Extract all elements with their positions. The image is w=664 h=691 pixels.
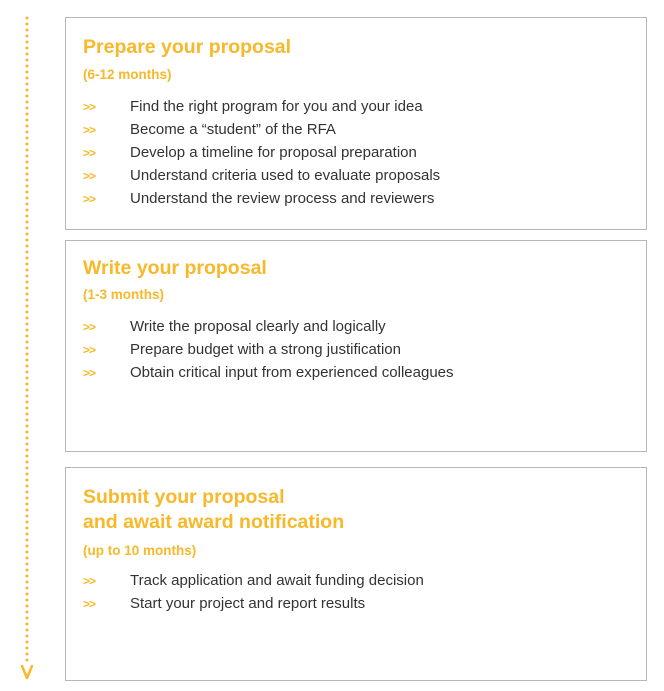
stage-duration: (6-12 months) [83, 67, 172, 82]
checklist-item-text: Prepare budget with a strong justification [130, 341, 401, 358]
double-chevron-icon: >> [83, 192, 96, 206]
double-chevron-icon: >> [83, 320, 96, 334]
double-chevron-icon: >> [83, 169, 96, 183]
checklist-item-text: Write the proposal clearly and logically [130, 318, 386, 335]
stage-card-prepare [65, 17, 647, 230]
checklist-item-text: Become a “student” of the RFA [130, 121, 336, 138]
stage-title-line: Submit your proposal [83, 486, 285, 508]
double-chevron-icon: >> [83, 123, 96, 137]
stage-card-write [65, 240, 647, 452]
checklist-item-text: Track application and await funding decision [130, 572, 424, 589]
checklist-item-text: Develop a timeline for proposal preparation [130, 144, 417, 161]
double-chevron-icon: >> [83, 343, 96, 357]
checklist-item-text: Understand criteria used to evaluate proposals [130, 167, 441, 184]
timeline-arrow [18, 14, 38, 684]
double-chevron-icon: >> [83, 146, 96, 160]
double-chevron-icon: >> [83, 100, 96, 114]
stage-title-line: Prepare your proposal [83, 36, 292, 58]
double-chevron-icon: >> [83, 574, 96, 588]
stage-title [83, 485, 344, 535]
stage-duration: (1-3 months) [83, 287, 164, 302]
stage-title-line: and await award notification [83, 511, 345, 533]
stage-title [83, 35, 291, 60]
checklist-item-text: Find the right program for you and your idea [130, 98, 423, 115]
stage-title-line: Write your proposal [83, 257, 267, 279]
checklist-item-text: Start your project and report results [130, 595, 366, 612]
checklist-item-text: Understand the review process and reviewers [130, 190, 435, 207]
double-chevron-icon: >> [83, 597, 96, 611]
stage-duration: (up to 10 months) [83, 543, 197, 558]
stage-title [83, 256, 267, 281]
stage-card-submit [65, 467, 647, 681]
double-chevron-icon: >> [83, 366, 96, 380]
checklist-item-text: Obtain critical input from experienced colleagues [130, 364, 454, 381]
